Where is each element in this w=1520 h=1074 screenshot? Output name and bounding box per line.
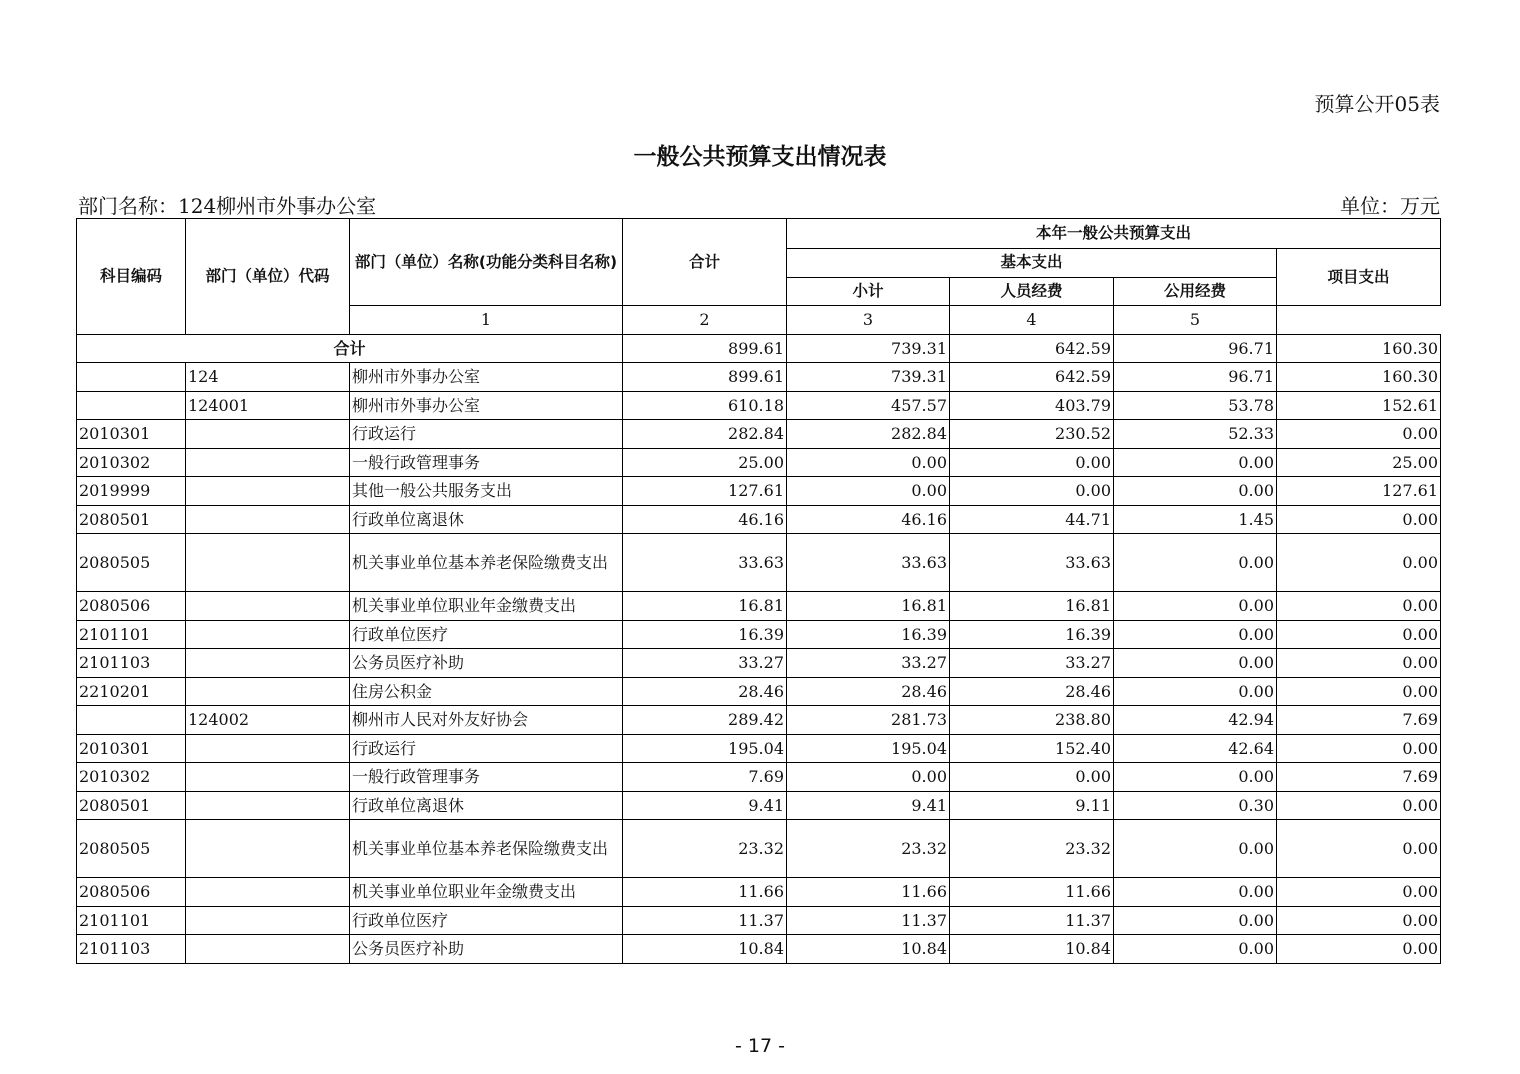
table-row bbox=[77, 592, 1441, 621]
col-number: 4 bbox=[950, 306, 1114, 335]
value-cell: 238.80 bbox=[950, 706, 1114, 735]
subject-code-cell: 2080505 bbox=[77, 820, 186, 878]
table-row bbox=[77, 906, 1441, 935]
value-cell: 33.63 bbox=[950, 534, 1114, 592]
value-cell: 642.59 bbox=[950, 363, 1114, 392]
value-cell: 23.32 bbox=[623, 820, 787, 878]
value-cell: 152.61 bbox=[1277, 391, 1441, 420]
table-row bbox=[77, 820, 1441, 878]
dept-name-cell: 住房公积金 bbox=[350, 677, 623, 706]
dept-name-cell: 行政运行 bbox=[350, 734, 623, 763]
value-cell: 44.71 bbox=[950, 505, 1114, 534]
total-row-label: 合计 bbox=[77, 334, 623, 363]
subject-code-cell: 2101103 bbox=[77, 935, 186, 964]
table-row bbox=[77, 706, 1441, 735]
value-cell: 0.00 bbox=[1114, 448, 1277, 477]
table-header bbox=[77, 219, 1441, 335]
dept-code-cell bbox=[186, 534, 350, 592]
value-cell: 0.00 bbox=[1277, 649, 1441, 678]
subject-code-cell: 2010301 bbox=[77, 420, 186, 449]
subject-code-cell bbox=[77, 706, 186, 735]
subject-code-cell: 2101103 bbox=[77, 649, 186, 678]
dept-name-cell: 公务员医疗补助 bbox=[350, 649, 623, 678]
value-cell: 33.27 bbox=[623, 649, 787, 678]
table-row bbox=[77, 505, 1441, 534]
value-cell: 127.61 bbox=[1277, 477, 1441, 506]
dept-name-cell: 行政单位离退休 bbox=[350, 791, 623, 820]
value-cell: 0.00 bbox=[1277, 677, 1441, 706]
total-value: 642.59 bbox=[950, 334, 1114, 363]
value-cell: 11.66 bbox=[950, 878, 1114, 907]
value-cell: 0.00 bbox=[1114, 477, 1277, 506]
value-cell: 0.00 bbox=[950, 448, 1114, 477]
value-cell: 9.11 bbox=[950, 791, 1114, 820]
value-cell: 0.00 bbox=[1114, 649, 1277, 678]
dept-name-cell: 一般行政管理事务 bbox=[350, 448, 623, 477]
value-cell: 16.81 bbox=[787, 592, 950, 621]
value-cell: 0.00 bbox=[787, 477, 950, 506]
table-row bbox=[77, 534, 1441, 592]
value-cell: 46.16 bbox=[623, 505, 787, 534]
subject-code-cell: 2210201 bbox=[77, 677, 186, 706]
dept-code-cell bbox=[186, 820, 350, 878]
subject-code-cell: 2101101 bbox=[77, 906, 186, 935]
dept-code-cell bbox=[186, 649, 350, 678]
header-project: 项目支出 bbox=[1277, 249, 1441, 306]
table-number-label: 预算公开05表 bbox=[1314, 92, 1440, 116]
total-value: 96.71 bbox=[1114, 334, 1277, 363]
subject-code-cell bbox=[77, 391, 186, 420]
value-cell: 10.84 bbox=[787, 935, 950, 964]
value-cell: 23.32 bbox=[950, 820, 1114, 878]
value-cell: 0.00 bbox=[1114, 763, 1277, 792]
value-cell: 33.63 bbox=[787, 534, 950, 592]
value-cell: 16.81 bbox=[623, 592, 787, 621]
value-cell: 25.00 bbox=[623, 448, 787, 477]
value-cell: 16.39 bbox=[950, 620, 1114, 649]
value-cell: 0.00 bbox=[1277, 906, 1441, 935]
total-value: 739.31 bbox=[787, 334, 950, 363]
value-cell: 289.42 bbox=[623, 706, 787, 735]
dept-code-cell bbox=[186, 677, 350, 706]
value-cell: 152.40 bbox=[950, 734, 1114, 763]
dept-name-cell: 行政单位离退休 bbox=[350, 505, 623, 534]
table-row bbox=[77, 791, 1441, 820]
value-cell: 0.00 bbox=[1277, 791, 1441, 820]
col-number: 5 bbox=[1114, 306, 1277, 335]
value-cell: 0.00 bbox=[950, 763, 1114, 792]
value-cell: 0.00 bbox=[1277, 620, 1441, 649]
table-row bbox=[77, 448, 1441, 477]
header-personnel: 人员经费 bbox=[950, 277, 1114, 306]
value-cell: 46.16 bbox=[787, 505, 950, 534]
dept-name-cell: 公务员医疗补助 bbox=[350, 935, 623, 964]
value-cell: 281.73 bbox=[787, 706, 950, 735]
dept-name-cell: 机关事业单位基本养老保险缴费支出 bbox=[350, 820, 623, 878]
value-cell: 28.46 bbox=[950, 677, 1114, 706]
dept-code-cell bbox=[186, 592, 350, 621]
value-cell: 0.00 bbox=[1114, 906, 1277, 935]
subject-code-cell: 2080501 bbox=[77, 505, 186, 534]
value-cell: 899.61 bbox=[623, 363, 787, 392]
col-number: 2 bbox=[623, 306, 787, 335]
value-cell: 0.00 bbox=[1277, 420, 1441, 449]
dept-code-cell bbox=[186, 505, 350, 534]
value-cell: 33.27 bbox=[787, 649, 950, 678]
header-subtotal: 小计 bbox=[787, 277, 950, 306]
subject-code-cell: 2080501 bbox=[77, 791, 186, 820]
value-cell: 25.00 bbox=[1277, 448, 1441, 477]
page-number: - 17 - bbox=[735, 1035, 785, 1057]
table-row bbox=[77, 763, 1441, 792]
value-cell: 9.41 bbox=[623, 791, 787, 820]
value-cell: 0.00 bbox=[1277, 935, 1441, 964]
value-cell: 230.52 bbox=[950, 420, 1114, 449]
value-cell: 11.66 bbox=[787, 878, 950, 907]
value-cell: 0.00 bbox=[787, 763, 950, 792]
value-cell: 282.84 bbox=[623, 420, 787, 449]
value-cell: 0.00 bbox=[1277, 534, 1441, 592]
value-cell: 195.04 bbox=[623, 734, 787, 763]
budget-table bbox=[76, 218, 1441, 964]
value-cell: 7.69 bbox=[1277, 706, 1441, 735]
dept-name-cell: 行政单位医疗 bbox=[350, 620, 623, 649]
col-number: 1 bbox=[350, 306, 623, 335]
value-cell: 42.94 bbox=[1114, 706, 1277, 735]
dept-name-cell: 机关事业单位基本养老保险缴费支出 bbox=[350, 534, 623, 592]
dept-code-cell bbox=[186, 906, 350, 935]
table-row bbox=[77, 734, 1441, 763]
value-cell: 28.46 bbox=[787, 677, 950, 706]
dept-name-cell: 机关事业单位职业年金缴费支出 bbox=[350, 592, 623, 621]
value-cell: 11.37 bbox=[950, 906, 1114, 935]
value-cell: 0.00 bbox=[1277, 505, 1441, 534]
subject-code-cell: 2010302 bbox=[77, 763, 186, 792]
total-row bbox=[77, 334, 1441, 363]
page-title: 一般公共预算支出情况表 bbox=[633, 144, 887, 170]
dept-name-cell: 其他一般公共服务支出 bbox=[350, 477, 623, 506]
value-cell: 282.84 bbox=[787, 420, 950, 449]
dept-code-cell: 124 bbox=[186, 363, 350, 392]
dept-name-cell: 柳州市人民对外友好协会 bbox=[350, 706, 623, 735]
value-cell: 52.33 bbox=[1114, 420, 1277, 449]
table-row bbox=[77, 420, 1441, 449]
header-subject-code: 科目编码 bbox=[77, 219, 186, 335]
value-cell: 457.57 bbox=[787, 391, 950, 420]
value-cell: 16.39 bbox=[623, 620, 787, 649]
value-cell: 1.45 bbox=[1114, 505, 1277, 534]
dept-code-cell bbox=[186, 620, 350, 649]
value-cell: 0.00 bbox=[1114, 878, 1277, 907]
total-value: 899.61 bbox=[623, 334, 787, 363]
header-basic-expenditure: 基本支出 bbox=[787, 249, 1277, 278]
header-annual-expenditure: 本年一般公共预算支出 bbox=[787, 219, 1441, 249]
dept-code-cell: 124002 bbox=[186, 706, 350, 735]
dept-code-cell bbox=[186, 734, 350, 763]
table-row bbox=[77, 935, 1441, 964]
value-cell: 0.00 bbox=[1114, 592, 1277, 621]
subject-code-cell: 2010301 bbox=[77, 734, 186, 763]
value-cell: 0.00 bbox=[1277, 878, 1441, 907]
header-total: 合计 bbox=[623, 219, 787, 306]
value-cell: 10.84 bbox=[950, 935, 1114, 964]
header-public-funds: 公用经费 bbox=[1114, 277, 1277, 306]
department-name: 部门名称：124柳州市外事办公室 bbox=[78, 194, 377, 218]
col-number: 3 bbox=[787, 306, 950, 335]
dept-name-cell: 柳州市外事办公室 bbox=[350, 391, 623, 420]
dept-name-cell: 行政单位医疗 bbox=[350, 906, 623, 935]
value-cell: 33.63 bbox=[623, 534, 787, 592]
value-cell: 195.04 bbox=[787, 734, 950, 763]
table-row bbox=[77, 677, 1441, 706]
value-cell: 403.79 bbox=[950, 391, 1114, 420]
value-cell: 0.00 bbox=[1277, 592, 1441, 621]
subject-code-cell: 2080506 bbox=[77, 592, 186, 621]
dept-code-cell bbox=[186, 935, 350, 964]
dept-code-cell bbox=[186, 878, 350, 907]
table-row bbox=[77, 620, 1441, 649]
dept-code-cell bbox=[186, 448, 350, 477]
dept-name-cell: 机关事业单位职业年金缴费支出 bbox=[350, 878, 623, 907]
dept-name-cell: 行政运行 bbox=[350, 420, 623, 449]
value-cell: 0.00 bbox=[787, 448, 950, 477]
value-cell: 0.00 bbox=[1114, 534, 1277, 592]
value-cell: 16.81 bbox=[950, 592, 1114, 621]
subject-code-cell: 2080506 bbox=[77, 878, 186, 907]
value-cell: 0.00 bbox=[1277, 820, 1441, 878]
table-row bbox=[77, 363, 1441, 392]
value-cell: 28.46 bbox=[623, 677, 787, 706]
value-cell: 0.00 bbox=[1114, 935, 1277, 964]
value-cell: 10.84 bbox=[623, 935, 787, 964]
value-cell: 0.00 bbox=[1114, 620, 1277, 649]
value-cell: 53.78 bbox=[1114, 391, 1277, 420]
value-cell: 11.37 bbox=[623, 906, 787, 935]
table-row bbox=[77, 878, 1441, 907]
value-cell: 127.61 bbox=[623, 477, 787, 506]
value-cell: 96.71 bbox=[1114, 363, 1277, 392]
value-cell: 739.31 bbox=[787, 363, 950, 392]
value-cell: 0.00 bbox=[1114, 677, 1277, 706]
table-row bbox=[77, 649, 1441, 678]
value-cell: 160.30 bbox=[1277, 363, 1441, 392]
value-cell: 16.39 bbox=[787, 620, 950, 649]
value-cell: 0.30 bbox=[1114, 791, 1277, 820]
subject-code-cell: 2019999 bbox=[77, 477, 186, 506]
value-cell: 9.41 bbox=[787, 791, 950, 820]
total-value: 160.30 bbox=[1277, 334, 1441, 363]
table-row bbox=[77, 477, 1441, 506]
header-dept-code: 部门（单位）代码 bbox=[186, 219, 350, 335]
value-cell: 11.66 bbox=[623, 878, 787, 907]
value-cell: 610.18 bbox=[623, 391, 787, 420]
subject-code-cell bbox=[77, 363, 186, 392]
value-cell: 0.00 bbox=[950, 477, 1114, 506]
dept-code-cell bbox=[186, 477, 350, 506]
dept-code-cell bbox=[186, 791, 350, 820]
unit-label: 单位：万元 bbox=[1340, 194, 1440, 218]
header-dept-name: 部门（单位）名称(功能分类科目名称) bbox=[350, 219, 623, 306]
dept-code-cell: 124001 bbox=[186, 391, 350, 420]
subject-code-cell: 2101101 bbox=[77, 620, 186, 649]
value-cell: 0.00 bbox=[1114, 820, 1277, 878]
value-cell: 23.32 bbox=[787, 820, 950, 878]
dept-name-cell: 柳州市外事办公室 bbox=[350, 363, 623, 392]
value-cell: 7.69 bbox=[1277, 763, 1441, 792]
dept-name-cell: 一般行政管理事务 bbox=[350, 763, 623, 792]
value-cell: 42.64 bbox=[1114, 734, 1277, 763]
dept-code-cell bbox=[186, 763, 350, 792]
table-row bbox=[77, 391, 1441, 420]
subject-code-cell: 2010302 bbox=[77, 448, 186, 477]
value-cell: 33.27 bbox=[950, 649, 1114, 678]
table-body bbox=[77, 334, 1441, 963]
value-cell: 11.37 bbox=[787, 906, 950, 935]
dept-code-cell bbox=[186, 420, 350, 449]
subject-code-cell: 2080505 bbox=[77, 534, 186, 592]
value-cell: 7.69 bbox=[623, 763, 787, 792]
value-cell: 0.00 bbox=[1277, 734, 1441, 763]
